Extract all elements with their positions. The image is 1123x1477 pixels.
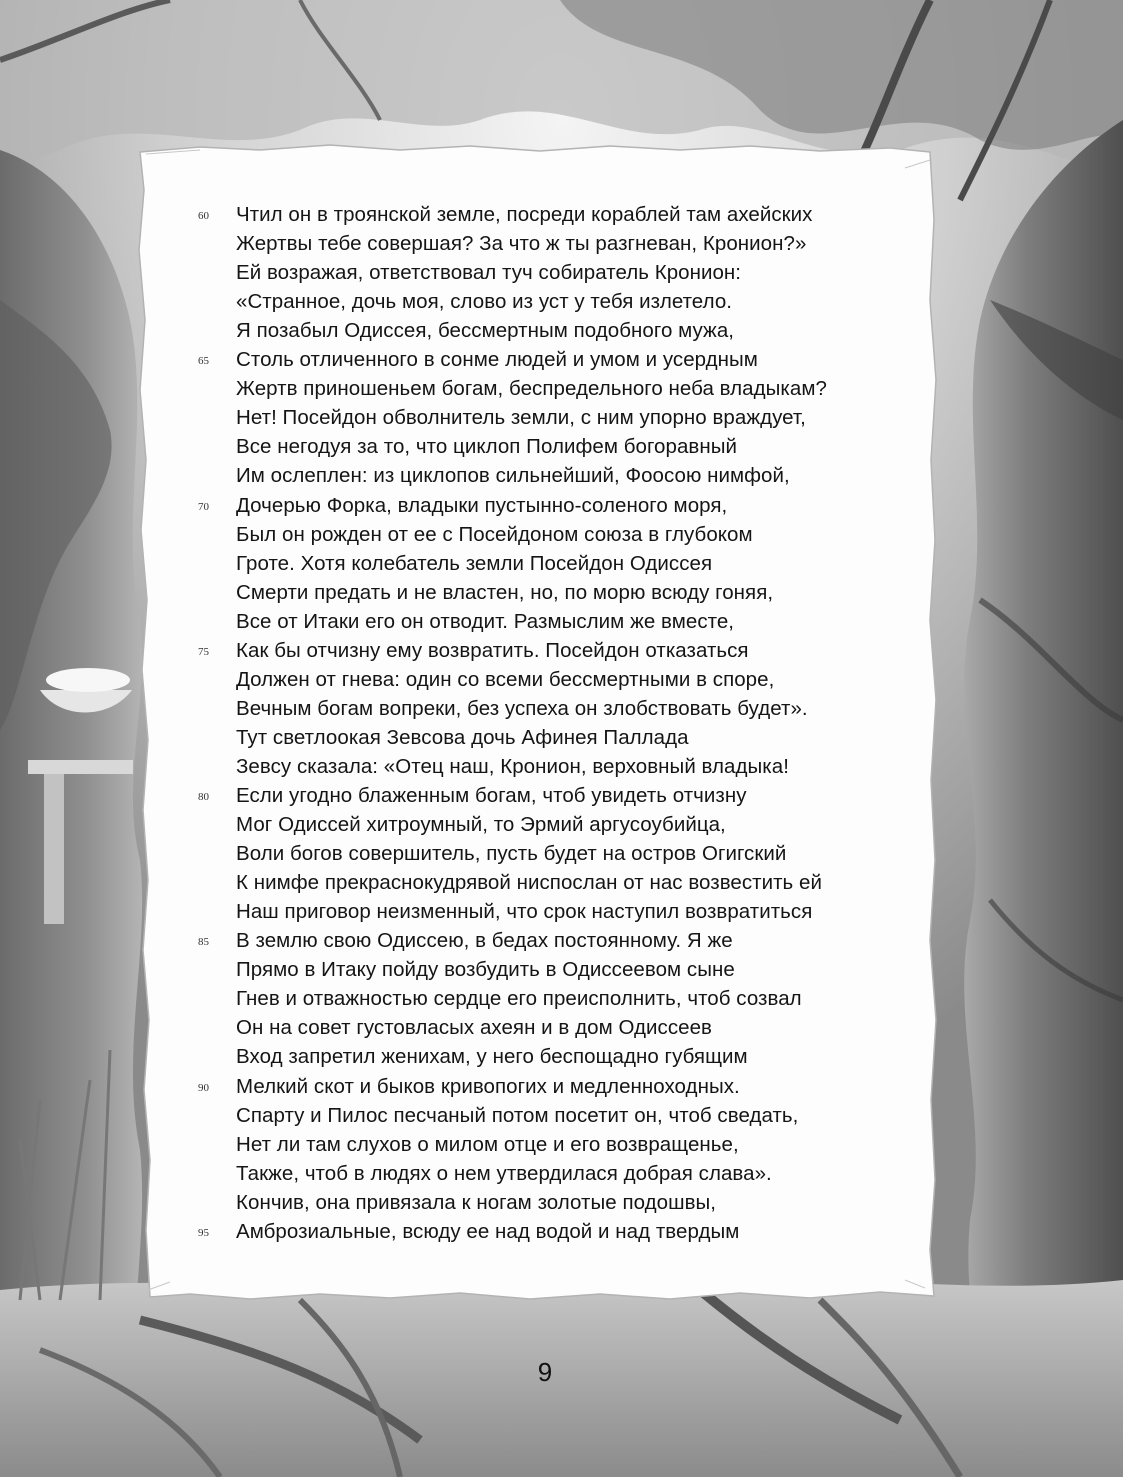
verse-line: Должен от гнева: один со всеми бессмертными в споре, xyxy=(236,667,775,691)
verse-line: Кончив, она привязала к ногам золотые подошвы, xyxy=(236,1190,717,1214)
page-number: 9 xyxy=(537,1357,553,1387)
verse-line: Тут светлоокая Зевсова дочь Афинея Паллада xyxy=(236,725,689,749)
verse-line: Чтил он в троянской земле, посреди кораблей там ахейских xyxy=(236,203,813,226)
verse-line: К нимфе прекраснокудрявой ниспослан от нас возвестить ей xyxy=(236,871,822,895)
verse-line: Жертвы тебе совершая? За что ж ты разгневан, Кронион?» xyxy=(236,232,807,256)
verse-line: Гнев и отважностью сердце его преисполнить, чтоб созвал xyxy=(236,987,802,1011)
line-number: 75 xyxy=(198,645,209,658)
line-number: 95 xyxy=(198,1226,209,1239)
verse-line: Нет! Посейдон обволнитель земли, с ним упорно враждует, xyxy=(236,406,806,430)
verse-line: Как бы отчизну ему возвратить. Посейдон отказаться xyxy=(236,638,749,662)
verse-line: Спарту и Пилос песчаный потом посетит он, чтоб сведать, xyxy=(236,1103,799,1127)
verse-line: Вечным богам вопреки, без успеха он злобствовать будет». xyxy=(236,696,808,720)
verse-line: Все от Итаки его он отводит. Размыслим же вместе, xyxy=(236,609,735,633)
verse-line: Нет ли там слухов о милом отце и его возвращенье, xyxy=(236,1132,739,1156)
verse-line: Вход запретил женихам, у него беспощадно губящим xyxy=(236,1045,748,1069)
verse-line: Наш приговор неизменный, что срок наступил возвратиться xyxy=(236,900,813,924)
verse-line: Им ослеплен: из циклопов сильнейший, Фоосою нимфой, xyxy=(236,464,790,488)
verse-line: Смерти предать и не властен, но, по морю всюду гоняя, xyxy=(236,580,774,604)
verse-line: Я позабыл Одиссея, бессмертным подобного мужа, xyxy=(236,319,735,343)
verse-line: Дочерью Форка, владыки пустынно-соленого моря, xyxy=(236,493,728,517)
line-number: 85 xyxy=(198,936,209,949)
verse-line: Все негодуя за то, что циклоп Полифем богоравный xyxy=(236,435,737,459)
verse-line: Был он рожден от ее с Посейдоном союза в глубоком xyxy=(236,522,753,546)
verse-line: Воли богов совершитель, пусть будет на остров Огигский xyxy=(236,842,787,866)
line-number: 60 xyxy=(198,210,209,222)
verse-line: Он на совет густовласых ахеян и в дом Одиссеев xyxy=(236,1016,712,1040)
line-number: 70 xyxy=(198,500,209,513)
verse-line: Гроте. Хотя колебатель земли Посейдон Одиссея xyxy=(236,551,713,575)
line-number: 80 xyxy=(198,791,209,803)
verse-line: Также, чтоб в людях о нем утвердилася добрая слава». xyxy=(236,1161,772,1185)
verse-line: Зевсу сказала: «Отец наш, Кронион, верховный владыка! xyxy=(236,754,789,778)
verse-line: Столь отличенного в сонме людей и умом и усердным xyxy=(236,348,758,372)
verse-line: В землю свою Одиссею, в бедах постоянному. Я же xyxy=(236,929,733,953)
verse-line: Ей возражая, ответствовал туч собиратель Кронион: xyxy=(236,261,742,285)
verse-line: Мелкий скот и быков кривопогих и медленноходных. xyxy=(236,1074,740,1098)
verse-line: Если угодно блаженным богам, чтоб увидеть отчизну xyxy=(236,784,747,807)
verse-line: «Странное, дочь моя, слово из уст у тебя излетело. xyxy=(236,290,733,314)
verse-line: Амброзиальные, всюду ее над водой и над твердым xyxy=(236,1219,740,1243)
verse-line: Жертв приношеньем богам, беспредельного неба владыкам? xyxy=(236,377,827,401)
line-number: 65 xyxy=(198,355,209,368)
verse-line: Мог Одиссей хитроумный, то Эрмий аргусоубийца, xyxy=(236,813,726,837)
verse-line: Прямо в Итаку пойду возбудить в Одиссеевом сыне xyxy=(236,958,735,982)
line-number: 90 xyxy=(198,1081,209,1094)
